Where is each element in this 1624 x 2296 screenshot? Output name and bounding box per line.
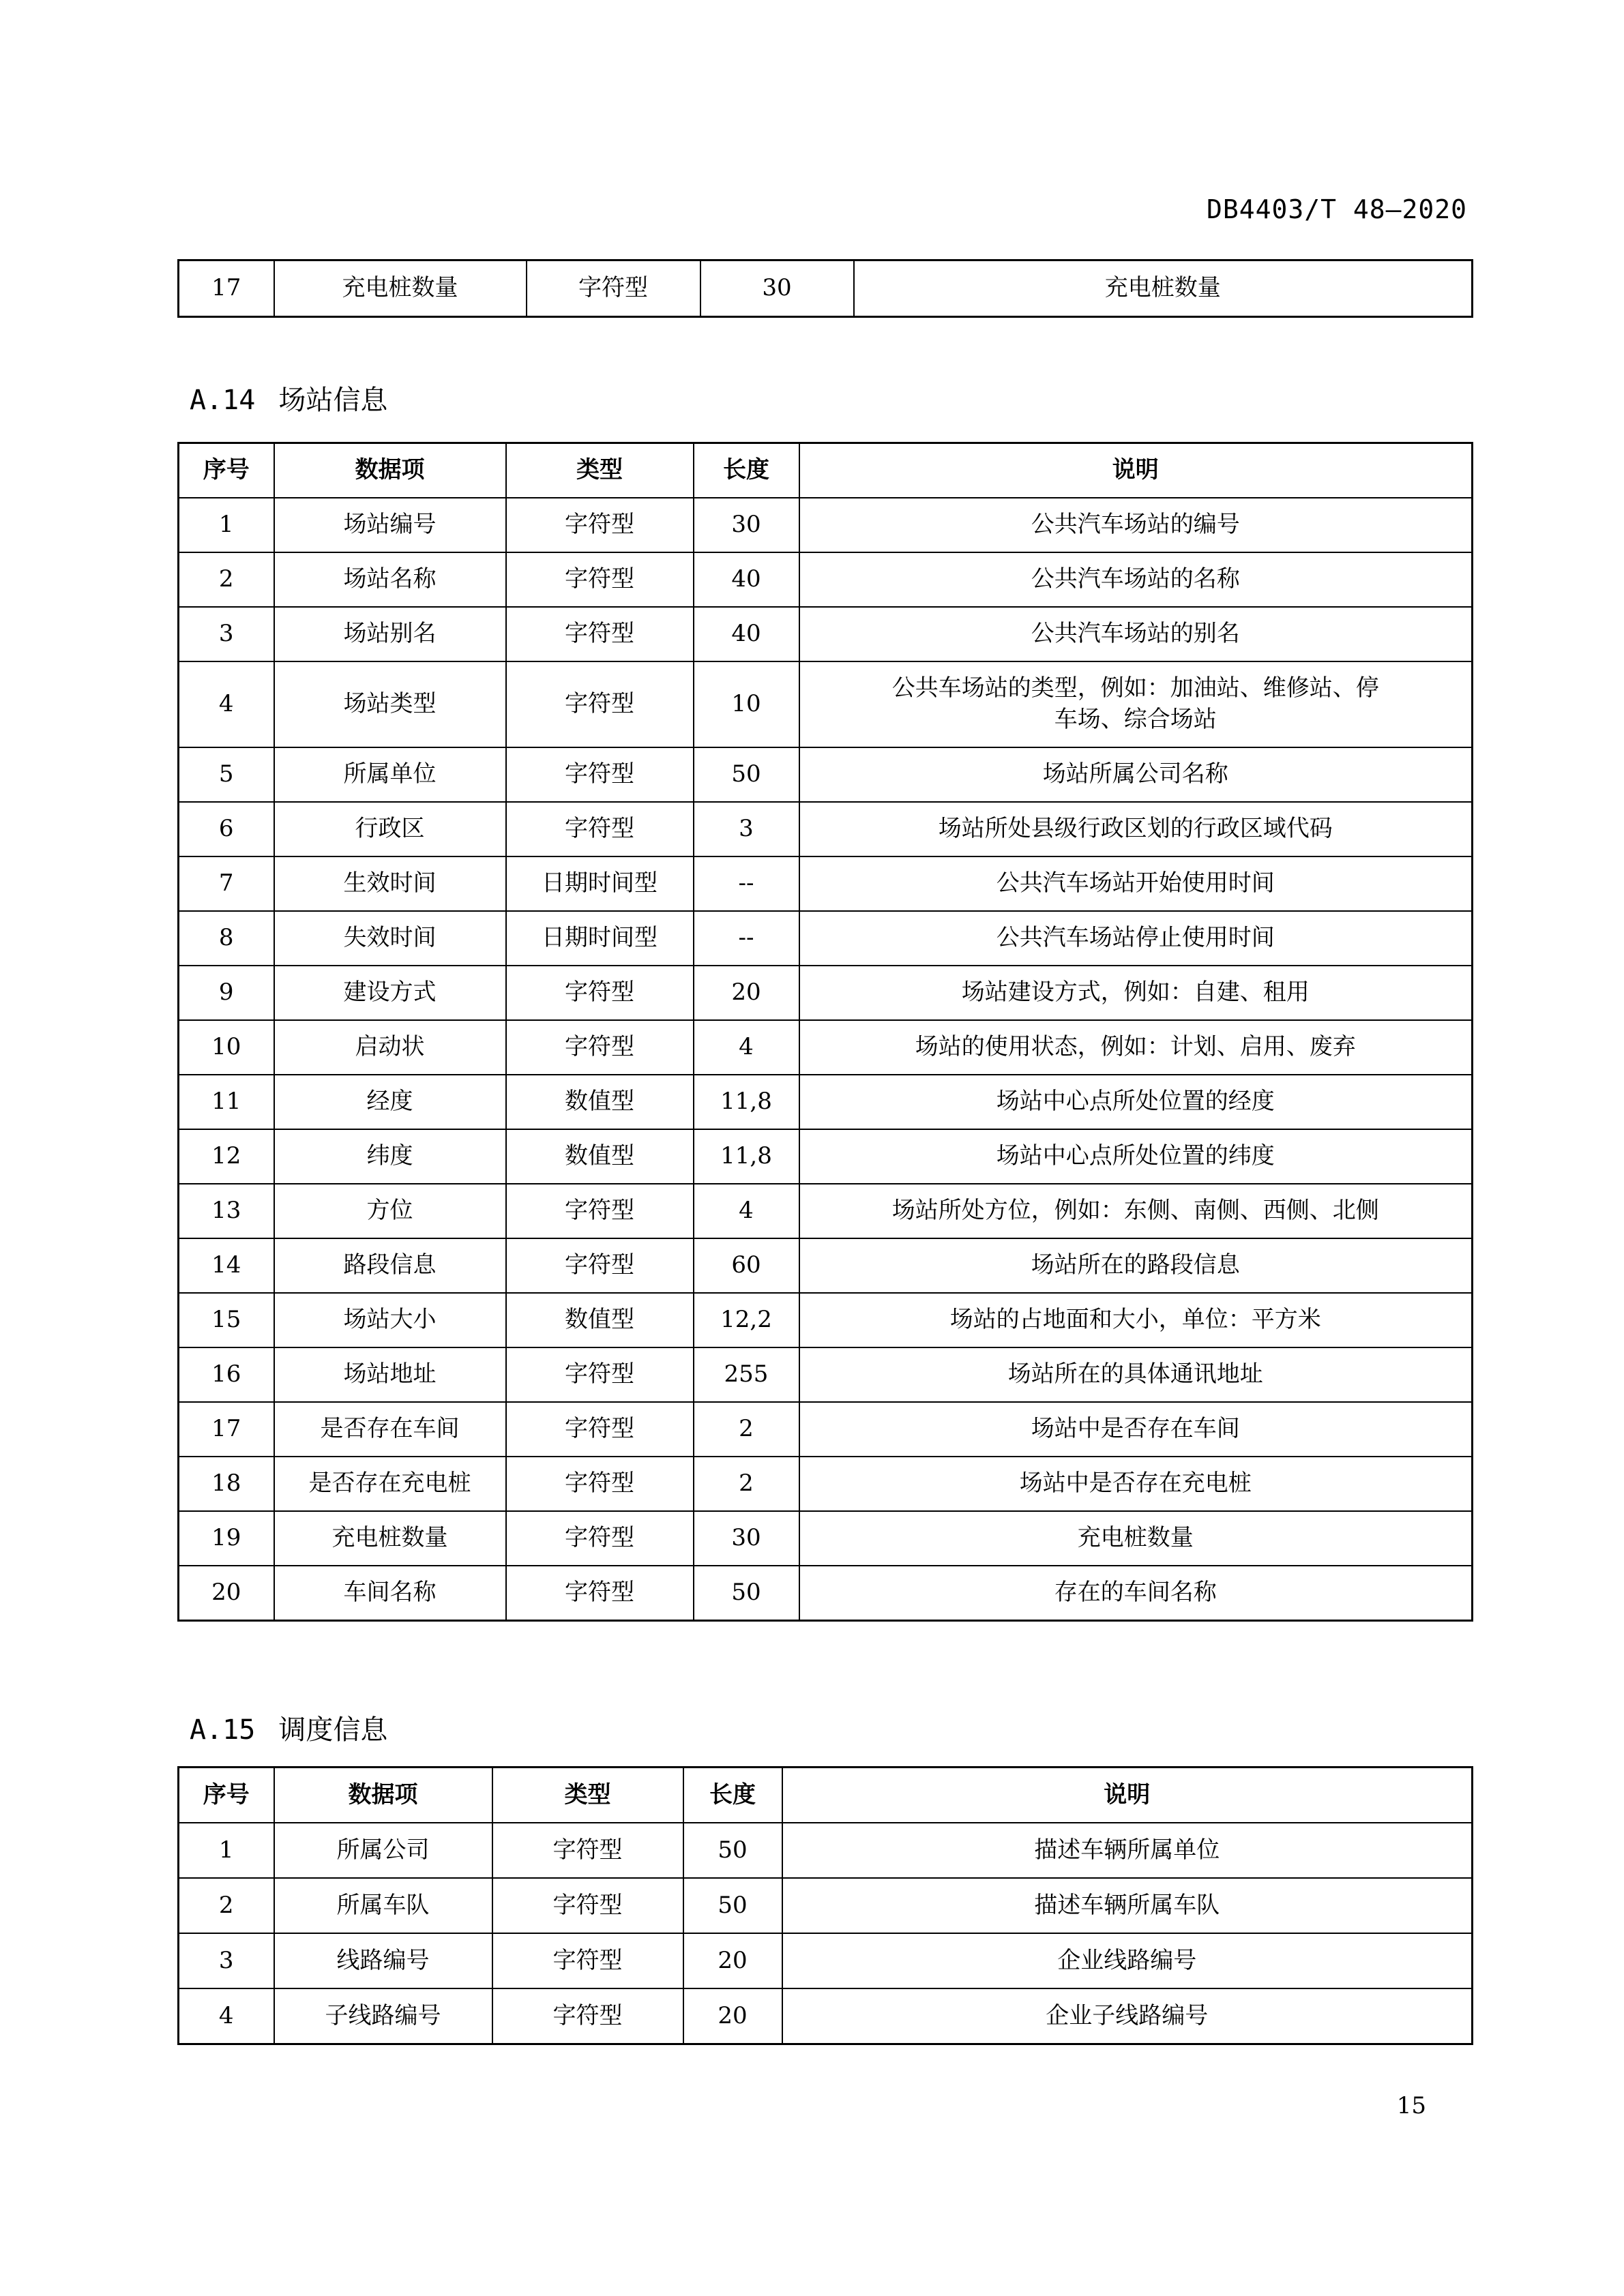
cell-type: 字符型 — [492, 1988, 683, 2044]
table-row — [179, 661, 1473, 747]
column-header-index: 序号 — [179, 443, 274, 498]
cell-description: 场站中心点所处位置的经度 — [799, 1075, 1473, 1129]
table-header-row — [179, 443, 1473, 498]
column-header-description: 说明 — [782, 1768, 1473, 1823]
column-header-length: 长度 — [683, 1768, 782, 1823]
cell-description: 描述车辆所属车队 — [782, 1878, 1473, 1933]
cell-type: 字符型 — [506, 802, 694, 856]
cell-index: 17 — [179, 1402, 274, 1457]
section-a14-heading — [190, 378, 387, 417]
cell-data-item: 场站别名 — [274, 607, 506, 661]
cell-index: 4 — [179, 1988, 274, 2044]
cell-index: 1 — [179, 1823, 274, 1878]
cell-data-item: 生效时间 — [274, 856, 506, 911]
cell-index: 5 — [179, 747, 274, 802]
cell-index: 4 — [179, 661, 274, 747]
continued-table-body — [179, 260, 1473, 317]
cell-length: 20 — [683, 1933, 782, 1988]
cell-length: 40 — [694, 607, 799, 661]
cell-type: 字符型 — [492, 1933, 683, 1988]
cell-data-item: 经度 — [274, 1075, 506, 1129]
cell-length: 2 — [694, 1457, 799, 1511]
cell-length: -- — [694, 911, 799, 966]
cell-data-item: 子线路编号 — [274, 1988, 492, 2044]
cell-index: 9 — [179, 966, 274, 1020]
cell-type: 字符型 — [527, 260, 700, 317]
cell-length: 60 — [694, 1238, 799, 1293]
cell-index: 14 — [179, 1238, 274, 1293]
page-number: 15 — [1396, 2092, 1426, 2119]
table-row — [179, 1238, 1473, 1293]
cell-length: 11,8 — [694, 1129, 799, 1184]
cell-description: 场站所处县级行政区划的行政区域代码 — [799, 802, 1473, 856]
cell-description: 公共汽车场站停止使用时间 — [799, 911, 1473, 966]
cell-description: 存在的车间名称 — [799, 1566, 1473, 1621]
cell-index: 3 — [179, 607, 274, 661]
table-row — [179, 498, 1473, 552]
cell-type: 字符型 — [506, 1457, 694, 1511]
cell-data-item: 充电桩数量 — [274, 1511, 506, 1566]
cell-length: 20 — [683, 1988, 782, 2044]
cell-index: 20 — [179, 1566, 274, 1621]
cell-length: 11,8 — [694, 1075, 799, 1129]
column-header-data-item: 数据项 — [274, 443, 506, 498]
cell-type: 字符型 — [506, 1184, 694, 1238]
cell-type: 字符型 — [492, 1878, 683, 1933]
cell-index: 19 — [179, 1511, 274, 1566]
cell-data-item: 建设方式 — [274, 966, 506, 1020]
column-header-type: 类型 — [492, 1768, 683, 1823]
cell-type: 字符型 — [506, 966, 694, 1020]
cell-length: 30 — [694, 1511, 799, 1566]
station-info-table — [177, 442, 1473, 1622]
cell-data-item: 是否存在充电桩 — [274, 1457, 506, 1511]
section-a15-heading — [190, 1708, 387, 1747]
cell-length: 255 — [694, 1347, 799, 1402]
cell-index: 2 — [179, 552, 274, 607]
cell-description: 公共汽车场站的别名 — [799, 607, 1473, 661]
cell-index: 2 — [179, 1878, 274, 1933]
cell-description: 场站中是否存在充电桩 — [799, 1457, 1473, 1511]
cell-index: 17 — [179, 260, 274, 317]
cell-description: 场站所在的路段信息 — [799, 1238, 1473, 1293]
section-a15-number: A.15 — [190, 1714, 256, 1746]
table-row — [179, 552, 1473, 607]
cell-type: 字符型 — [506, 1020, 694, 1075]
column-header-length: 长度 — [694, 443, 799, 498]
cell-description: 公共车场站的类型，例如：加油站、维修站、停车场、综合场站 — [799, 661, 1473, 747]
station-info-table-body — [179, 498, 1473, 1621]
cell-data-item: 是否存在车间 — [274, 1402, 506, 1457]
table-row — [179, 1347, 1473, 1402]
table-row — [179, 856, 1473, 911]
section-a14-number: A.14 — [190, 385, 256, 416]
table-header-row — [179, 1768, 1473, 1823]
cell-type: 字符型 — [506, 607, 694, 661]
cell-index: 18 — [179, 1457, 274, 1511]
cell-data-item: 启动状 — [274, 1020, 506, 1075]
table-row — [179, 1511, 1473, 1566]
cell-type: 字符型 — [506, 661, 694, 747]
cell-description: 场站所属公司名称 — [799, 747, 1473, 802]
cell-length: 50 — [694, 747, 799, 802]
cell-type: 字符型 — [492, 1823, 683, 1878]
cell-type: 字符型 — [506, 1347, 694, 1402]
section-a15-title: 调度信息 — [278, 1714, 388, 1746]
table-row — [179, 1566, 1473, 1621]
column-header-index: 序号 — [179, 1768, 274, 1823]
cell-index: 12 — [179, 1129, 274, 1184]
table-row — [179, 1933, 1473, 1988]
cell-data-item: 车间名称 — [274, 1566, 506, 1621]
cell-data-item: 线路编号 — [274, 1933, 492, 1988]
cell-type: 字符型 — [506, 552, 694, 607]
cell-index: 13 — [179, 1184, 274, 1238]
column-header-type: 类型 — [506, 443, 694, 498]
cell-description: 企业线路编号 — [782, 1933, 1473, 1988]
cell-index: 3 — [179, 1933, 274, 1988]
continued-table — [177, 259, 1473, 318]
cell-data-item: 方位 — [274, 1184, 506, 1238]
table-row — [179, 1988, 1473, 2044]
cell-type: 日期时间型 — [506, 911, 694, 966]
cell-description: 充电桩数量 — [799, 1511, 1473, 1566]
cell-index: 16 — [179, 1347, 274, 1402]
cell-type: 字符型 — [506, 1566, 694, 1621]
cell-data-item: 场站编号 — [274, 498, 506, 552]
table-row — [179, 802, 1473, 856]
cell-data-item: 纬度 — [274, 1129, 506, 1184]
cell-length: 50 — [694, 1566, 799, 1621]
table-row — [179, 1457, 1473, 1511]
cell-length: 50 — [683, 1878, 782, 1933]
cell-description: 企业子线路编号 — [782, 1988, 1473, 2044]
table-row — [179, 1878, 1473, 1933]
cell-data-item: 所属公司 — [274, 1823, 492, 1878]
cell-type: 日期时间型 — [506, 856, 694, 911]
cell-data-item: 场站地址 — [274, 1347, 506, 1402]
cell-length: 3 — [694, 802, 799, 856]
cell-data-item: 场站大小 — [274, 1293, 506, 1347]
cell-data-item: 所属单位 — [274, 747, 506, 802]
cell-type: 字符型 — [506, 1511, 694, 1566]
cell-type: 字符型 — [506, 1238, 694, 1293]
column-header-description: 说明 — [799, 443, 1473, 498]
table-row — [179, 1020, 1473, 1075]
cell-description: 公共汽车场站的编号 — [799, 498, 1473, 552]
cell-index: 10 — [179, 1020, 274, 1075]
cell-index: 1 — [179, 498, 274, 552]
document-id: DB4403/T 48—2020 — [1206, 194, 1467, 224]
table-row — [179, 1129, 1473, 1184]
table-row — [179, 911, 1473, 966]
cell-type: 数值型 — [506, 1293, 694, 1347]
cell-length: 30 — [694, 498, 799, 552]
cell-type: 数值型 — [506, 1129, 694, 1184]
dispatch-info-table-body — [179, 1823, 1473, 2044]
table-row — [179, 966, 1473, 1020]
cell-data-item: 场站名称 — [274, 552, 506, 607]
table-row — [179, 1075, 1473, 1129]
cell-length: 50 — [683, 1823, 782, 1878]
cell-index: 8 — [179, 911, 274, 966]
cell-length: 10 — [694, 661, 799, 747]
cell-data-item: 充电桩数量 — [274, 260, 527, 317]
cell-description: 场站中是否存在车间 — [799, 1402, 1473, 1457]
cell-description: 描述车辆所属单位 — [782, 1823, 1473, 1878]
dispatch-info-table — [177, 1766, 1473, 2045]
cell-data-item: 行政区 — [274, 802, 506, 856]
cell-description: 场站的占地面和大小，单位：平方米 — [799, 1293, 1473, 1347]
cell-description: 充电桩数量 — [854, 260, 1473, 317]
table-row — [179, 1402, 1473, 1457]
cell-description: 场站建设方式，例如：自建、租用 — [799, 966, 1473, 1020]
cell-length: 40 — [694, 552, 799, 607]
cell-data-item: 路段信息 — [274, 1238, 506, 1293]
table-row — [179, 1823, 1473, 1878]
cell-description: 场站所处方位，例如：东侧、南侧、西侧、北侧 — [799, 1184, 1473, 1238]
cell-type: 字符型 — [506, 747, 694, 802]
cell-data-item: 所属车队 — [274, 1878, 492, 1933]
table-row — [179, 1293, 1473, 1347]
cell-data-item: 失效时间 — [274, 911, 506, 966]
cell-description: 场站所在的具体通讯地址 — [799, 1347, 1473, 1402]
cell-data-item: 场站类型 — [274, 661, 506, 747]
cell-description: 场站中心点所处位置的纬度 — [799, 1129, 1473, 1184]
cell-length: 2 — [694, 1402, 799, 1457]
cell-description: 公共汽车场站的名称 — [799, 552, 1473, 607]
cell-length: 30 — [700, 260, 854, 317]
cell-type: 数值型 — [506, 1075, 694, 1129]
cell-index: 6 — [179, 802, 274, 856]
cell-length: -- — [694, 856, 799, 911]
column-header-data-item: 数据项 — [274, 1768, 492, 1823]
cell-length: 4 — [694, 1020, 799, 1075]
cell-index: 15 — [179, 1293, 274, 1347]
cell-length: 4 — [694, 1184, 799, 1238]
cell-type: 字符型 — [506, 1402, 694, 1457]
cell-index: 11 — [179, 1075, 274, 1129]
cell-type: 字符型 — [506, 498, 694, 552]
table-row — [179, 607, 1473, 661]
table-row — [179, 1184, 1473, 1238]
cell-description: 场站的使用状态，例如：计划、启用、废弃 — [799, 1020, 1473, 1075]
cell-length: 12,2 — [694, 1293, 799, 1347]
section-a14-title: 场站信息 — [278, 385, 388, 416]
table-row — [179, 260, 1473, 317]
cell-index: 7 — [179, 856, 274, 911]
cell-length: 20 — [694, 966, 799, 1020]
table-row — [179, 747, 1473, 802]
cell-description: 公共汽车场站开始使用时间 — [799, 856, 1473, 911]
